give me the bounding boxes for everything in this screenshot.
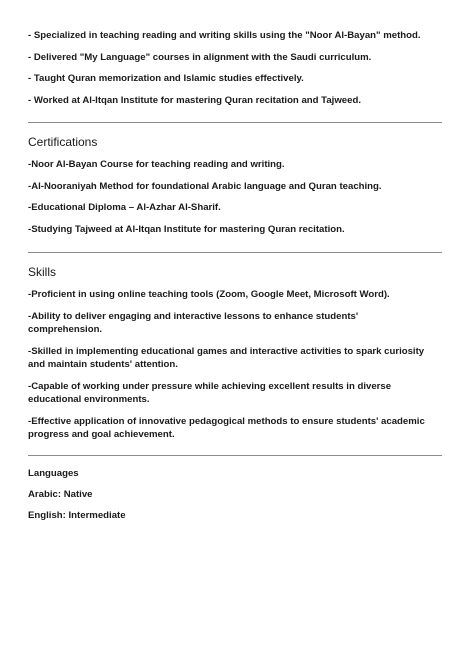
skill-item: -Effective application of innovative pedagogical methods to ensure students' academic progress and goal achievement. bbox=[28, 415, 425, 440]
skills-title: Skills bbox=[28, 265, 57, 279]
language-item: English: Intermediate bbox=[28, 509, 126, 521]
certification-item: -Al-Nooraniyah Method for foundational Arabic language and Quran teaching. bbox=[28, 180, 382, 192]
experience-section bbox=[28, 29, 428, 107]
certifications-title: Certifications bbox=[28, 135, 98, 149]
experience-item: - Worked at Al-Itqan Institute for mastering Quran recitation and Tajweed. bbox=[28, 94, 361, 106]
skill-item: -Capable of working under pressure while achieving excellent results in diverse educational environments. bbox=[28, 380, 392, 405]
skill-item: -Skilled in implementing educational games and interactive activities to spark curiosity and maintain students' attention. bbox=[28, 345, 425, 370]
certification-item: -Studying Tajweed at Al-Itqan Institute for mastering Quran recitation. bbox=[28, 223, 345, 235]
certification-item: -Educational Diploma – Al-Azhar Al-Sharif. bbox=[28, 202, 221, 213]
certifications-section bbox=[28, 123, 442, 236]
languages-title: Languages bbox=[28, 467, 79, 479]
languages-section bbox=[28, 456, 439, 522]
experience-item: - Specialized in teaching reading and writing skills using the "Noor Al-Bayan" method. bbox=[28, 30, 421, 41]
language-item: Arabic: Native bbox=[28, 488, 93, 500]
certification-item: -Noor Al-Bayan Course for teaching reading and writing. bbox=[28, 159, 285, 170]
experience-item: - Delivered "My Language" courses in alignment with the Saudi curriculum. bbox=[28, 51, 372, 63]
skill-item: -Proficient in using online teaching tools (Zoom, Google Meet, Microsoft Word). bbox=[28, 289, 390, 300]
skill-item: -Ability to deliver engaging and interactive lessons to enhance students' comprehension. bbox=[28, 310, 359, 335]
experience-item: - Taught Quran memorization and Islamic studies effectively. bbox=[28, 73, 304, 84]
skills-section bbox=[28, 253, 433, 442]
